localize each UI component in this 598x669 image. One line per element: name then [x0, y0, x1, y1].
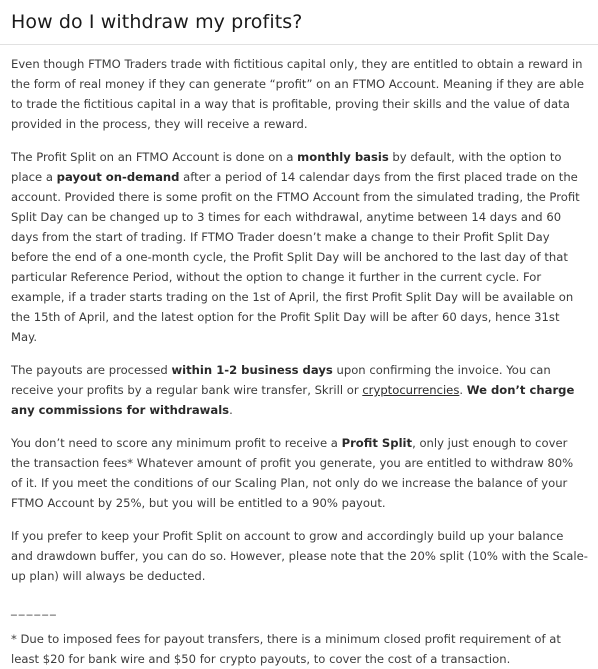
- footnote: * Due to imposed fees for payout transfers, there is a minimum closed profit requirement of at least $20 for bank wire and $50 for crypto payouts, to cover the cost of a transaction.: [11, 632, 561, 666]
- text-segment: .: [229, 403, 233, 417]
- paragraph-profit-split: [11, 147, 588, 347]
- text-segment: .: [459, 383, 467, 397]
- text-segment: by default, with the option to place a: [11, 150, 562, 184]
- separator-line: ______: [11, 602, 58, 616]
- text-segment: upon confirming the invoice. You can receive your profits by a regular bank wire transfer, Skrill or: [11, 363, 551, 397]
- text-segment: after a period of 14 calendar days from the first placed trade on the account. Provided there is some profit on the FTMO Account from the simulated trading, the Profit Split Day can be changed up to 3 times for each withdrawal, anytime between 14 days and 60 days from the start of trading. If FTMO Trader doesn’t make a change to their Profit Split Day before the end of a one-month cycle, the Profit Split Day will be anchored to the last day of that particular Reference Period, without the option to change it further in the current cycle. For example, if a trader starts trading on the 1st of April, the first Profit Split Day will be available on the 15th of April, and the latest option for the Profit Split Day will be after 60 days, hence 31st May.: [11, 170, 580, 344]
- text-segment: The payouts are processed: [11, 363, 172, 377]
- paragraph-payouts: [11, 360, 588, 420]
- paragraph-minimum-profit: [11, 433, 588, 513]
- no-commissions-emphasis: We don’t charge any commissions for withdrawals: [11, 383, 575, 417]
- text-segment: , only just enough to cover the transaction fees* Whatever amount of profit you generate, you are entitled to withdraw 80% of it. If you meet the conditions of our Scaling Plan, not only do we increase the balance of your FTMO Account by 25%, but you will be entitled to a 90% payout.: [11, 436, 574, 510]
- faq-header: [0, 0, 598, 45]
- text-segment: You don’t need to score any minimum profit to receive a: [11, 436, 342, 450]
- faq-body: [0, 45, 598, 669]
- faq-title: How do I withdraw my profits?: [11, 11, 303, 33]
- cryptocurrencies-link[interactable]: cryptocurrencies: [362, 383, 460, 397]
- profit-split-emphasis: Profit Split: [341, 436, 413, 450]
- business-days-emphasis: within 1-2 business days: [171, 363, 333, 377]
- payout-on-demand-emphasis: payout on-demand: [56, 170, 180, 184]
- monthly-basis-emphasis: monthly basis: [297, 150, 389, 164]
- paragraph-keep-profit: If you prefer to keep your Profit Split on account to grow and accordingly build up your balance and drawdown buffer, you can do so. However, please note that the 20% split (10% with the Scale-up plan) will always be deducted.: [11, 529, 588, 583]
- paragraph-intro: Even though FTMO Traders trade with fictitious capital only, they are entitled to obtain a reward in the form of real money if they can generate “profit” on an FTMO Account. Meaning if they are able to trade the fictitious capital in a way that is profitable, proving their skills and the value of data provided in the process, they will receive a reward.: [11, 57, 584, 131]
- text-segment: The Profit Split on an FTMO Account is done on a: [11, 150, 298, 164]
